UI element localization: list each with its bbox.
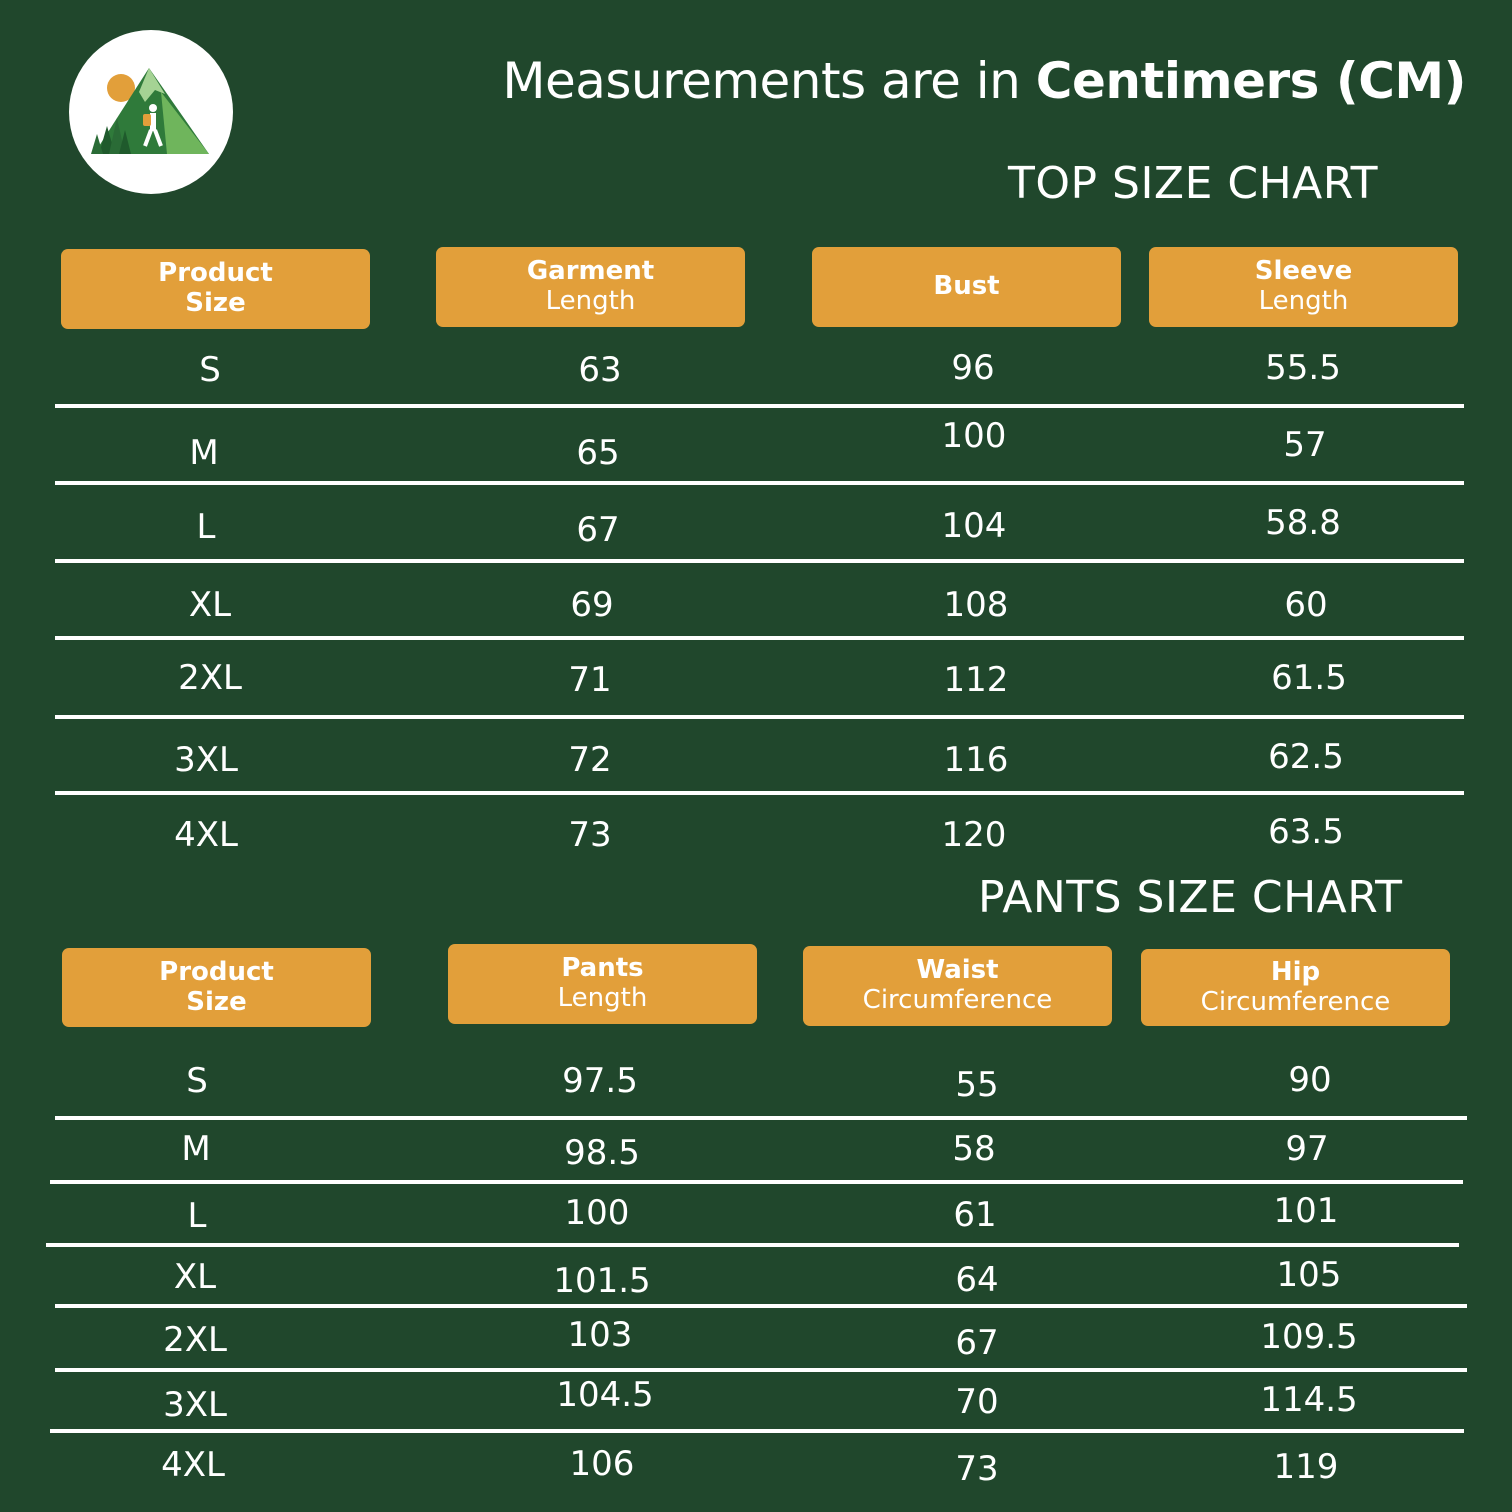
- pants-cell-size: 2XL: [163, 1320, 227, 1360]
- pants-row-divider: [50, 1180, 1463, 1184]
- header-line2: Length: [1258, 286, 1349, 316]
- header-line2: Length: [545, 286, 636, 316]
- top-header-sleeve-length: [1149, 247, 1458, 327]
- pants-cell-waist: 61: [953, 1195, 997, 1235]
- pants-cell-waist: 58: [952, 1129, 996, 1169]
- pants-cell-hip: 114.5: [1260, 1380, 1358, 1420]
- pants-cell-hip: 97: [1285, 1129, 1329, 1169]
- top-cell-sleeve-length: 63.5: [1268, 812, 1344, 852]
- pants-header-hip-circumference: [1141, 949, 1450, 1026]
- headline-unit: Centimers (CM): [1035, 52, 1466, 110]
- top-cell-garment-length: 73: [568, 815, 612, 855]
- pants-cell-size: L: [187, 1196, 207, 1236]
- top-cell-garment-length: 63: [578, 350, 622, 390]
- top-row-divider: [55, 404, 1464, 408]
- pants-cell-pants-length: 101.5: [553, 1261, 651, 1301]
- pants-size-chart-title: PANTS SIZE CHART: [978, 872, 1403, 923]
- pants-cell-hip: 105: [1276, 1255, 1342, 1295]
- top-cell-sleeve-length: 57: [1283, 425, 1327, 465]
- top-cell-sleeve-length: 58.8: [1265, 503, 1341, 543]
- top-row-divider: [55, 715, 1464, 719]
- pants-row-divider: [55, 1304, 1467, 1308]
- pants-cell-waist: 70: [955, 1382, 999, 1422]
- header-line2: Length: [557, 983, 648, 1013]
- pants-header-product-size: [62, 948, 371, 1027]
- top-row-divider: [55, 636, 1464, 640]
- top-row-divider: [55, 481, 1464, 485]
- top-cell-bust: 108: [943, 585, 1009, 625]
- header-line1: Hip: [1270, 956, 1321, 987]
- header-line2: Circumference: [1200, 986, 1391, 1017]
- top-header-bust: [812, 247, 1121, 327]
- pants-cell-pants-length: 97.5: [562, 1061, 638, 1101]
- header-line2: Circumference: [862, 985, 1053, 1015]
- top-cell-garment-length: 67: [576, 510, 620, 550]
- pants-row-divider: [46, 1243, 1459, 1247]
- pants-cell-size: S: [186, 1061, 208, 1101]
- top-cell-size: 2XL: [178, 658, 242, 698]
- header-line1: Product: [159, 956, 274, 987]
- top-cell-garment-length: 65: [576, 433, 620, 473]
- top-cell-bust: 100: [941, 416, 1007, 456]
- pants-cell-size: M: [181, 1129, 211, 1169]
- top-cell-size: S: [199, 350, 221, 390]
- pants-cell-pants-length: 104.5: [556, 1375, 654, 1415]
- header-line1: Bust: [933, 271, 1000, 302]
- pants-cell-hip: 90: [1288, 1060, 1332, 1100]
- top-size-chart-title: TOP SIZE CHART: [1008, 158, 1379, 209]
- top-cell-bust: 112: [943, 660, 1009, 700]
- pants-header-waist-circumference: [803, 946, 1112, 1026]
- top-cell-bust: 116: [943, 740, 1009, 780]
- top-header-product-size: [61, 249, 370, 329]
- top-cell-size: L: [196, 507, 216, 547]
- header-line1: Pants: [561, 953, 644, 984]
- top-row-divider: [55, 559, 1464, 563]
- top-cell-garment-length: 71: [568, 660, 612, 700]
- header-line1: Sleeve: [1254, 256, 1353, 287]
- header-line2: Size: [185, 288, 246, 318]
- top-cell-size: XL: [188, 585, 232, 625]
- top-row-divider: [55, 791, 1464, 795]
- pants-cell-pants-length: 98.5: [564, 1133, 640, 1173]
- top-cell-size: M: [189, 433, 219, 473]
- pants-cell-pants-length: 100: [564, 1193, 630, 1233]
- headline-prefix: Measurements are in: [502, 52, 1036, 110]
- pants-header-pants-length: [448, 944, 757, 1024]
- pants-cell-hip: 109.5: [1260, 1317, 1358, 1357]
- pants-row-divider: [50, 1429, 1464, 1433]
- pants-cell-size: 3XL: [163, 1385, 227, 1425]
- top-cell-size: 4XL: [174, 815, 238, 855]
- top-cell-bust: 96: [951, 348, 995, 388]
- top-cell-bust: 120: [941, 815, 1007, 855]
- header-line2: Size: [186, 986, 247, 1017]
- pants-cell-hip: 101: [1273, 1191, 1339, 1231]
- mountain-hiker-logo-icon: [69, 30, 233, 194]
- brand-logo: [69, 30, 233, 194]
- pants-cell-size: 4XL: [161, 1445, 225, 1485]
- pants-cell-pants-length: 106: [569, 1444, 635, 1484]
- pants-cell-waist: 67: [955, 1323, 999, 1363]
- header-line1: Garment: [526, 256, 655, 287]
- top-header-garment-length: [436, 247, 745, 327]
- top-cell-bust: 104: [941, 506, 1007, 546]
- pants-cell-size: XL: [173, 1257, 217, 1297]
- top-cell-garment-length: 72: [568, 740, 612, 780]
- top-cell-size: 3XL: [174, 740, 238, 780]
- top-cell-sleeve-length: 55.5: [1265, 348, 1341, 388]
- header-line1: Product: [158, 258, 273, 289]
- pants-cell-waist: 73: [955, 1449, 999, 1489]
- top-cell-sleeve-length: 60: [1284, 585, 1328, 625]
- pants-cell-waist: 64: [955, 1260, 999, 1300]
- pants-cell-waist: 55: [955, 1065, 999, 1105]
- units-headline: [502, 52, 1466, 110]
- top-cell-sleeve-length: 61.5: [1271, 658, 1347, 698]
- top-cell-sleeve-length: 62.5: [1268, 737, 1344, 777]
- header-line1: Waist: [916, 955, 999, 986]
- top-cell-garment-length: 69: [570, 585, 614, 625]
- pants-cell-hip: 119: [1273, 1447, 1339, 1487]
- pants-cell-pants-length: 103: [567, 1315, 633, 1355]
- pants-row-divider: [55, 1368, 1467, 1372]
- pants-row-divider: [55, 1116, 1467, 1120]
